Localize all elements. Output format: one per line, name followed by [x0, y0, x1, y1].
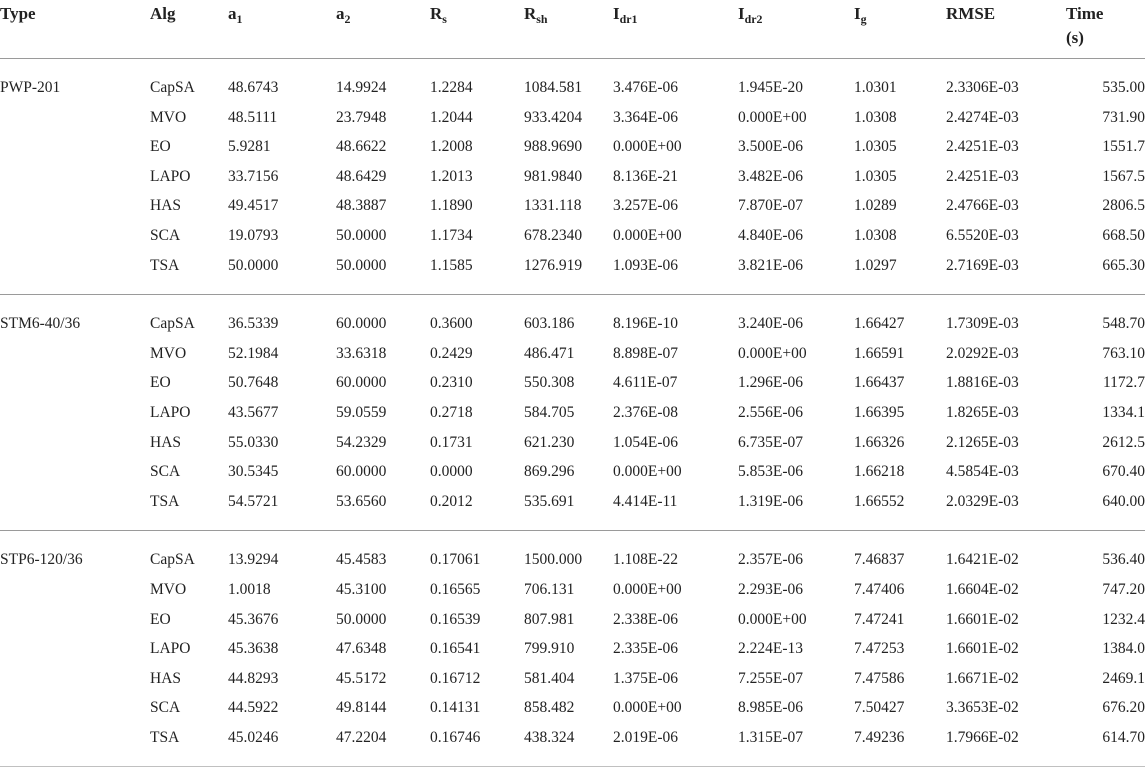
idr1-sub: dr1: [619, 12, 638, 26]
cell-time: 1334.1: [1102, 403, 1145, 421]
cell-a1: 45.0246: [228, 728, 279, 746]
cell-rs: 0.16565: [430, 580, 481, 598]
cell-rs: 0.2012: [430, 492, 473, 510]
table-row: [0, 368, 1145, 398]
cell-a2: 23.7948: [336, 108, 387, 126]
table-row: [0, 191, 1145, 221]
cell-ig: 7.46837: [854, 551, 905, 569]
table-row: [0, 398, 1145, 428]
cell-rsh: 807.981: [524, 610, 575, 628]
cell-ig: 1.0305: [854, 167, 897, 185]
cell-a1: 44.8293: [228, 669, 279, 687]
time-line-2: (s): [1066, 28, 1084, 47]
cell-type: [0, 634, 150, 664]
cell-time: 668.50: [1102, 226, 1145, 244]
cell-type: [0, 221, 150, 251]
cell-a2: 60.0000: [336, 315, 387, 333]
cell-type: PWP-201: [0, 79, 61, 96]
cell-rmse: 1.8265E-03: [946, 403, 1019, 421]
col-header-time: [1066, 0, 1145, 59]
cell-a2: 48.6429: [336, 167, 387, 185]
cell-alg: CapSA: [150, 551, 195, 569]
table-row: [0, 457, 1145, 487]
cell-rs: 0.3600: [430, 315, 473, 333]
cell-rmse: 1.7966E-02: [946, 728, 1019, 746]
cell-idr2: 0.000E+00: [738, 344, 807, 362]
cell-rs: 1.1734: [430, 226, 473, 244]
cell-ig: 1.0301: [854, 79, 897, 96]
cell-time: 1384.0: [1102, 640, 1145, 658]
cell-rmse: 2.1265E-03: [946, 433, 1019, 451]
cell-rmse: 2.0329E-03: [946, 492, 1019, 510]
cell-a1: 43.5677: [228, 403, 279, 421]
table-row: [0, 251, 1145, 295]
cell-alg: SCA: [150, 463, 181, 481]
cell-type: [0, 251, 150, 295]
cell-rmse: 2.0292E-03: [946, 344, 1019, 362]
cell-a2: 45.3100: [336, 580, 387, 598]
cell-alg: SCA: [150, 699, 181, 717]
cell-type: STM6-40/36: [0, 315, 81, 333]
cell-rmse: 2.3306E-03: [946, 79, 1019, 96]
cell-rsh: 535.691: [524, 492, 575, 510]
cell-rs: 0.16539: [430, 610, 481, 628]
cell-rsh: 438.324: [524, 728, 575, 746]
cell-a2: 48.3887: [336, 197, 387, 215]
table-row: [0, 162, 1145, 192]
cell-idr2: 0.000E+00: [738, 610, 807, 628]
cell-idr1: 8.898E-07: [613, 344, 679, 362]
cell-rmse: 1.7309E-03: [946, 315, 1019, 333]
col-header-rmse: RMSE: [946, 4, 996, 23]
cell-a2: 45.4583: [336, 551, 387, 569]
cell-a1: 48.5111: [228, 108, 278, 126]
col-header-rs: [430, 0, 524, 59]
cell-idr2: 3.500E-06: [738, 138, 804, 156]
cell-rs: 1.2284: [430, 79, 473, 96]
cell-rmse: 3.3653E-02: [946, 699, 1019, 717]
cell-alg: TSA: [150, 256, 180, 274]
cell-ig: 7.50427: [854, 699, 905, 717]
cell-time: 614.70: [1102, 728, 1145, 746]
cell-rsh: 1500.000: [524, 551, 583, 569]
cell-idr1: 2.338E-06: [613, 610, 679, 628]
cell-a1: 49.4517: [228, 197, 279, 215]
cell-a1: 44.5922: [228, 699, 279, 717]
cell-rmse: 1.6601E-02: [946, 640, 1019, 658]
cell-idr2: 1.319E-06: [738, 492, 804, 510]
cell-time: 1232.4: [1102, 610, 1145, 628]
cell-time: 1172.7: [1102, 374, 1145, 392]
cell-a1: 52.1984: [228, 344, 279, 362]
table-row: [0, 575, 1145, 605]
cell-idr1: 8.196E-10: [613, 315, 679, 333]
cell-rmse: 2.4766E-03: [946, 197, 1019, 215]
cell-ig: 1.0308: [854, 226, 897, 244]
col-header-idr1: [613, 0, 738, 59]
cell-ig: 1.66552: [854, 492, 905, 510]
header-row: [0, 0, 1145, 59]
cell-type: [0, 339, 150, 369]
cell-idr1: 0.000E+00: [613, 463, 682, 481]
cell-idr2: 1.945E-20: [738, 79, 804, 96]
cell-idr1: 1.108E-22: [613, 551, 679, 569]
a1-base: a: [228, 4, 237, 23]
cell-time: 2806.5: [1102, 197, 1145, 215]
cell-time: 2469.1: [1102, 669, 1145, 687]
cell-idr2: 1.296E-06: [738, 374, 804, 392]
cell-alg: MVO: [150, 580, 187, 598]
cell-ig: 7.47586: [854, 669, 905, 687]
cell-a1: 54.5721: [228, 492, 279, 510]
cell-rs: 0.2718: [430, 403, 473, 421]
table-row: [0, 487, 1145, 531]
idr1-base: I: [613, 4, 620, 23]
cell-idr1: 1.054E-06: [613, 433, 679, 451]
cell-type: [0, 723, 150, 767]
cell-rsh: 621.230: [524, 433, 575, 451]
cell-ig: 1.66427: [854, 315, 905, 333]
table-row: [0, 103, 1145, 133]
cell-idr1: 3.476E-06: [613, 79, 679, 96]
cell-a2: 50.0000: [336, 226, 387, 244]
a1-sub: 1: [236, 12, 243, 26]
idr2-sub: dr2: [744, 12, 763, 26]
table-header: [0, 0, 1145, 59]
cell-rsh: 933.4204: [524, 108, 583, 126]
cell-a2: 60.0000: [336, 374, 387, 392]
cell-ig: 1.0305: [854, 138, 897, 156]
cell-ig: 1.66395: [854, 403, 905, 421]
cell-rsh: 486.471: [524, 344, 575, 362]
idr2-base: I: [738, 4, 745, 23]
cell-rs: 0.14131: [430, 699, 481, 717]
cell-idr1: 1.375E-06: [613, 669, 679, 687]
cell-idr1: 2.019E-06: [613, 728, 679, 746]
cell-rsh: 799.910: [524, 640, 575, 658]
cell-idr1: 4.414E-11: [613, 492, 678, 510]
cell-rmse: 1.6604E-02: [946, 580, 1019, 598]
cell-rsh: 869.296: [524, 463, 575, 481]
cell-time: 763.10: [1102, 344, 1145, 362]
col-header-ig: [854, 0, 946, 59]
cell-a2: 47.2204: [336, 728, 387, 746]
cell-a1: 50.7648: [228, 374, 279, 392]
cell-ig: 7.49236: [854, 728, 905, 746]
rs-base: R: [430, 4, 443, 23]
cell-alg: MVO: [150, 108, 187, 126]
cell-a1: 33.7156: [228, 167, 279, 185]
cell-rs: 0.16712: [430, 669, 481, 687]
rs-sub: s: [442, 12, 447, 26]
table-group: [0, 531, 1145, 767]
cell-a2: 49.8144: [336, 699, 387, 717]
cell-alg: EO: [150, 610, 171, 628]
cell-type: [0, 664, 150, 694]
cell-a1: 48.6743: [228, 79, 279, 96]
cell-type: [0, 132, 150, 162]
cell-time: 676.20: [1102, 699, 1145, 717]
cell-rmse: 1.8816E-03: [946, 374, 1019, 392]
table-group: [0, 295, 1145, 531]
cell-type: [0, 162, 150, 192]
cell-idr1: 0.000E+00: [613, 580, 682, 598]
cell-a1: 19.0793: [228, 226, 279, 244]
cell-a2: 48.6622: [336, 138, 387, 156]
cell-time: 2612.5: [1102, 433, 1145, 451]
cell-ig: 1.66437: [854, 374, 905, 392]
cell-rmse: 2.4274E-03: [946, 108, 1019, 126]
cell-time: 670.40: [1102, 463, 1145, 481]
cell-rs: 1.2044: [430, 108, 473, 126]
cell-idr2: 6.735E-07: [738, 433, 804, 451]
cell-idr2: 0.000E+00: [738, 108, 807, 126]
cell-rmse: 2.4251E-03: [946, 167, 1019, 185]
cell-type: [0, 457, 150, 487]
cell-ig: 1.0308: [854, 108, 897, 126]
cell-rs: 1.1585: [430, 256, 473, 274]
cell-time: 535.00: [1102, 79, 1145, 96]
a2-base: a: [336, 4, 345, 23]
time-line-1: Time: [1066, 4, 1104, 23]
cell-a1: 1.0018: [228, 580, 271, 598]
cell-idr2: 2.556E-06: [738, 403, 804, 421]
cell-time: 1567.5: [1102, 167, 1145, 185]
cell-type: STP6-120/36: [0, 551, 83, 569]
cell-rsh: 988.9690: [524, 138, 583, 156]
cell-rsh: 603.186: [524, 315, 575, 333]
cell-rsh: 1084.581: [524, 79, 583, 96]
cell-rsh: 678.2340: [524, 226, 583, 244]
cell-ig: 1.0297: [854, 256, 897, 274]
cell-alg: EO: [150, 374, 171, 392]
cell-ig: 1.0289: [854, 197, 897, 215]
cell-a1: 45.3638: [228, 640, 279, 658]
rsh-base: R: [524, 4, 537, 23]
cell-idr1: 0.000E+00: [613, 699, 682, 717]
table-row: [0, 693, 1145, 723]
cell-rs: 0.2310: [430, 374, 473, 392]
cell-idr1: 0.000E+00: [613, 226, 682, 244]
cell-rs: 0.1731: [430, 433, 473, 451]
cell-idr2: 3.821E-06: [738, 256, 804, 274]
cell-idr1: 0.000E+00: [613, 138, 682, 156]
cell-idr1: 1.093E-06: [613, 256, 679, 274]
cell-idr2: 8.985E-06: [738, 699, 804, 717]
cell-idr2: 2.357E-06: [738, 551, 804, 569]
table-row: [0, 605, 1145, 635]
cell-time: 536.40: [1102, 551, 1145, 569]
cell-rmse: 2.7169E-03: [946, 256, 1019, 274]
cell-a1: 30.5345: [228, 463, 279, 481]
cell-rs: 0.0000: [430, 463, 473, 481]
cell-type: [0, 398, 150, 428]
col-header-a1: [228, 0, 336, 59]
cell-a2: 59.0559: [336, 403, 387, 421]
cell-ig: 7.47406: [854, 580, 905, 598]
cell-rmse: 6.5520E-03: [946, 226, 1019, 244]
cell-idr1: 2.335E-06: [613, 640, 679, 658]
cell-a2: 54.2329: [336, 433, 387, 451]
cell-a1: 55.0330: [228, 433, 279, 451]
rsh-sub: sh: [536, 12, 548, 26]
cell-idr1: 3.364E-06: [613, 108, 679, 126]
table-row: [0, 132, 1145, 162]
cell-type: [0, 191, 150, 221]
cell-rs: 0.16541: [430, 640, 481, 658]
table-row: [0, 634, 1145, 664]
cell-idr2: 7.870E-07: [738, 197, 804, 215]
cell-ig: 7.47241: [854, 610, 905, 628]
cell-a1: 45.3676: [228, 610, 279, 628]
cell-alg: MVO: [150, 344, 187, 362]
cell-rsh: 1331.118: [524, 197, 582, 215]
cell-idr1: 8.136E-21: [613, 167, 679, 185]
cell-rsh: 858.482: [524, 699, 575, 717]
cell-alg: TSA: [150, 492, 180, 510]
cell-time: 731.90: [1102, 108, 1145, 126]
cell-ig: 7.47253: [854, 640, 905, 658]
cell-idr2: 2.293E-06: [738, 580, 804, 598]
cell-a2: 50.0000: [336, 610, 387, 628]
cell-idr2: 5.853E-06: [738, 463, 804, 481]
col-header-rsh: [524, 0, 613, 59]
cell-type: [0, 575, 150, 605]
table-row: [0, 295, 1145, 339]
cell-a1: 13.9294: [228, 551, 279, 569]
cell-rsh: 581.404: [524, 669, 575, 687]
cell-idr1: 2.376E-08: [613, 403, 679, 421]
cell-idr2: 3.240E-06: [738, 315, 804, 333]
cell-alg: HAS: [150, 197, 182, 215]
cell-rs: 0.2429: [430, 344, 473, 362]
cell-rs: 1.2013: [430, 167, 473, 185]
cell-ig: 1.66218: [854, 463, 905, 481]
cell-idr2: 4.840E-06: [738, 226, 804, 244]
col-header-a2: [336, 0, 430, 59]
cell-idr2: 3.482E-06: [738, 167, 804, 185]
cell-time: 548.70: [1102, 315, 1145, 333]
cell-rmse: 1.6671E-02: [946, 669, 1019, 687]
table-row: [0, 221, 1145, 251]
a2-sub: 2: [344, 12, 351, 26]
cell-alg: EO: [150, 138, 171, 156]
cell-rs: 1.2008: [430, 138, 473, 156]
cell-ig: 1.66591: [854, 344, 905, 362]
cell-rs: 1.1890: [430, 197, 473, 215]
cell-a1: 36.5339: [228, 315, 279, 333]
cell-type: [0, 103, 150, 133]
cell-ig: 1.66326: [854, 433, 905, 451]
cell-alg: CapSA: [150, 315, 195, 333]
cell-a1: 5.9281: [228, 138, 271, 156]
cell-alg: LAPO: [150, 640, 191, 658]
cell-a2: 14.9924: [336, 79, 387, 96]
cell-type: [0, 693, 150, 723]
cell-alg: TSA: [150, 728, 180, 746]
cell-a2: 50.0000: [336, 256, 387, 274]
cell-rmse: 2.4251E-03: [946, 138, 1019, 156]
col-header-alg: Alg: [150, 4, 176, 23]
cell-idr2: 2.224E-13: [738, 640, 804, 658]
cell-rs: 0.17061: [430, 551, 481, 569]
ig-base: I: [854, 4, 861, 23]
cell-rsh: 1276.919: [524, 256, 583, 274]
table-row: [0, 428, 1145, 458]
cell-idr1: 3.257E-06: [613, 197, 679, 215]
cell-a2: 45.5172: [336, 669, 387, 687]
cell-type: [0, 605, 150, 635]
col-header-type: Type: [0, 4, 36, 23]
cell-type: [0, 428, 150, 458]
cell-time: 1551.7: [1102, 138, 1145, 156]
cell-a2: 33.6318: [336, 344, 387, 362]
cell-time: 640.00: [1102, 492, 1145, 510]
col-header-idr2: [738, 0, 854, 59]
cell-alg: SCA: [150, 226, 181, 244]
cell-rmse: 1.6421E-02: [946, 551, 1019, 569]
cell-time: 747.20: [1102, 580, 1145, 598]
cell-rsh: 584.705: [524, 403, 575, 421]
cell-a1: 50.0000: [228, 256, 279, 274]
cell-alg: HAS: [150, 433, 182, 451]
table-group: [0, 59, 1145, 295]
cell-alg: CapSA: [150, 79, 195, 96]
cell-type: [0, 368, 150, 398]
cell-rmse: 1.6601E-02: [946, 610, 1019, 628]
table-row: [0, 531, 1145, 575]
cell-alg: LAPO: [150, 403, 191, 421]
cell-alg: LAPO: [150, 167, 191, 185]
cell-idr1: 4.611E-07: [613, 374, 678, 392]
cell-idr2: 1.315E-07: [738, 728, 804, 746]
cell-a2: 53.6560: [336, 492, 387, 510]
cell-rsh: 706.131: [524, 580, 575, 598]
cell-idr2: 7.255E-07: [738, 669, 804, 687]
table-row: [0, 339, 1145, 369]
table-row: [0, 664, 1145, 694]
table-row: [0, 59, 1145, 103]
cell-rsh: 981.9840: [524, 167, 583, 185]
table-row: [0, 723, 1145, 767]
cell-a2: 60.0000: [336, 463, 387, 481]
cell-a2: 47.6348: [336, 640, 387, 658]
cell-rsh: 550.308: [524, 374, 575, 392]
cell-rmse: 4.5854E-03: [946, 463, 1019, 481]
cell-alg: HAS: [150, 669, 182, 687]
cell-time: 665.30: [1102, 256, 1145, 274]
cell-type: [0, 487, 150, 531]
ig-sub: g: [860, 12, 867, 26]
cell-rs: 0.16746: [430, 728, 481, 746]
